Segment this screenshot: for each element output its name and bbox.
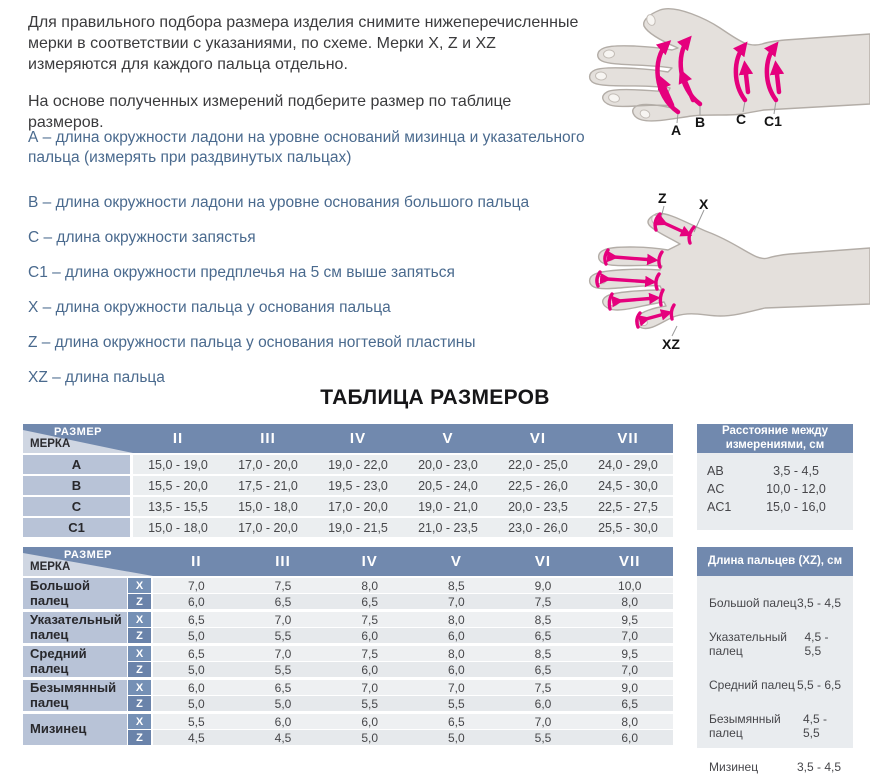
value-cell: 7,5 — [240, 578, 327, 593]
distance-label: AC1 — [707, 500, 732, 514]
value-cell: 17,0 - 20,0 — [223, 455, 313, 474]
measure-label-a: A — [671, 122, 682, 138]
value-cell: 19,5 - 23,0 — [313, 476, 403, 495]
value-cell: 8,0 — [413, 612, 500, 627]
definition-x: X – длина окружности пальца у основания пальца — [28, 299, 391, 316]
x-row — [128, 646, 673, 661]
finger-length-value: 5,5 - 6,5 — [796, 678, 841, 692]
finger-group-middle — [23, 646, 673, 677]
measure-label-c: C — [736, 111, 747, 127]
table-row — [23, 476, 673, 495]
value-cell: 22,5 - 27,5 — [583, 497, 673, 516]
column-header: VII — [619, 553, 641, 570]
value-cell: 7,0 — [153, 578, 240, 593]
distance-panel — [697, 424, 853, 530]
value-cell: 4,5 — [240, 730, 327, 745]
finger-length-label: Безымянный палец — [709, 712, 781, 740]
value-cell: 6,0 — [326, 714, 413, 729]
value-cell: 6,5 — [240, 594, 327, 609]
value-cell: 6,5 — [413, 714, 500, 729]
value-cell: 17,0 - 20,0 — [223, 518, 313, 537]
z-row — [128, 730, 673, 745]
value-cell: 6,5 — [240, 680, 327, 695]
finger-label: Мизинец — [23, 714, 127, 745]
z-row — [128, 628, 673, 643]
x-badge: X — [128, 578, 151, 593]
value-cell: 23,0 - 26,0 — [493, 518, 583, 537]
distance-panel-title: Расстояние между измерениями, см — [697, 424, 853, 453]
value-cell: 19,0 - 22,0 — [313, 455, 403, 474]
z-row — [128, 662, 673, 677]
z-badge: Z — [128, 594, 151, 609]
finger-size-table — [23, 547, 673, 748]
value-cell: 20,0 - 23,0 — [403, 455, 493, 474]
column-header: VII — [617, 430, 639, 447]
value-cell: 22,5 - 26,0 — [493, 476, 583, 495]
value-cell: 10,0 — [586, 578, 673, 593]
value-cell: 5,5 — [240, 662, 327, 677]
value-cell: 21,0 - 23,5 — [403, 518, 493, 537]
finger-length-row — [697, 678, 853, 692]
finger-length-panel — [697, 547, 853, 774]
value-cell: 6,0 — [413, 662, 500, 677]
distance-row — [697, 462, 853, 480]
value-cell: 25,5 - 30,0 — [583, 518, 673, 537]
finger-label: Средний палец — [23, 646, 127, 677]
x-badge: X — [128, 612, 151, 627]
finger-length-value: 3,5 - 4,5 — [796, 760, 841, 774]
distance-value: 10,0 - 12,0 — [766, 482, 826, 496]
column-header: V — [450, 553, 462, 570]
measure-label-c1: C1 — [764, 113, 782, 129]
value-cell: 6,0 — [500, 696, 587, 711]
finger-length-label: Средний палец — [709, 678, 795, 692]
corner-size-label: РАЗМЕР — [63, 549, 113, 561]
row-label: A — [23, 455, 130, 474]
z-row — [128, 594, 673, 609]
value-cell: 7,0 — [586, 662, 673, 677]
value-cell: 7,0 — [240, 612, 327, 627]
measurement-definitions — [28, 128, 588, 403]
value-cell: 9,0 — [500, 578, 587, 593]
measure-label-b: B — [695, 114, 706, 130]
value-cell: 9,5 — [586, 612, 673, 627]
column-header: II — [191, 553, 202, 570]
measure-label-z: Z — [658, 190, 667, 206]
value-cell: 13,5 - 15,5 — [133, 497, 223, 516]
value-cell: 15,0 - 18,0 — [223, 497, 313, 516]
intro-paragraph-1: Для правильного подбора размера изделия снимите нижеперечисленные мерки в соответствии с указаниями, по схеме. Мерки X, Z и XZ измеряются для каждого пальца отдельно. — [28, 14, 579, 73]
column-header: IV — [349, 430, 367, 447]
value-cell: 5,0 — [413, 730, 500, 745]
value-cell: 6,5 — [153, 612, 240, 627]
value-cell: 5,5 — [240, 628, 327, 643]
finger-length-row — [697, 760, 853, 774]
intro-paragraph-2: На основе полученных измерений подберите размер по таблице размеров. — [28, 93, 512, 131]
value-cell: 24,0 - 29,0 — [583, 455, 673, 474]
value-cell: 7,0 — [500, 714, 587, 729]
column-header: IV — [361, 553, 378, 570]
value-cell: 5,5 — [500, 730, 587, 745]
value-cell: 6,0 — [326, 662, 413, 677]
value-cell: 5,0 — [153, 628, 240, 643]
value-cell: 6,0 — [153, 680, 240, 695]
size-table-header — [23, 424, 673, 453]
hand-silhouette-icon — [580, 0, 870, 160]
intro-text — [28, 12, 580, 133]
size-table-corner — [23, 424, 133, 453]
value-cell: 19,0 - 21,0 — [403, 497, 493, 516]
value-cell: 7,5 — [326, 646, 413, 661]
x-row — [128, 612, 673, 627]
value-cell: 5,0 — [240, 696, 327, 711]
x-row — [128, 714, 673, 729]
value-cell: 17,0 - 20,0 — [313, 497, 403, 516]
z-badge: Z — [128, 730, 151, 745]
distance-row — [697, 480, 853, 498]
column-header: VI — [534, 553, 552, 570]
value-cell: 15,0 - 18,0 — [133, 518, 223, 537]
value-cell: 22,0 - 25,0 — [493, 455, 583, 474]
measure-label-x: X — [699, 196, 709, 212]
finger-label: Указательный палец — [23, 612, 127, 643]
value-cell: 6,0 — [240, 714, 327, 729]
definition-c: С – длина окружности запястья — [28, 229, 256, 246]
value-cell: 6,5 — [500, 662, 587, 677]
z-badge: Z — [128, 628, 151, 643]
value-cell: 6,5 — [500, 628, 587, 643]
finger-length-row — [697, 596, 853, 610]
definition-c1: С1 – длина окружности предплечья на 5 см выше запяться — [28, 264, 455, 281]
value-cell: 8,5 — [500, 612, 587, 627]
column-header: VI — [529, 430, 547, 447]
finger-length-panel-body — [697, 576, 853, 774]
finger-length-panel-title: Длина пальцев (XZ), см — [697, 547, 853, 576]
value-cell: 24,5 - 30,0 — [583, 476, 673, 495]
column-header: III — [260, 430, 276, 447]
finger-group-ring — [23, 680, 673, 711]
value-cell: 8,0 — [586, 714, 673, 729]
finger-table-corner — [23, 547, 153, 576]
finger-group-index — [23, 612, 673, 643]
distance-label: AB — [707, 464, 724, 478]
x-row — [128, 578, 673, 593]
value-cell: 6,0 — [413, 628, 500, 643]
value-cell: 6,5 — [153, 646, 240, 661]
value-cell: 6,5 — [586, 696, 673, 711]
value-cell: 5,5 — [326, 696, 413, 711]
value-cell: 9,5 — [586, 646, 673, 661]
finger-length-label: Большой палец — [709, 596, 797, 610]
table-row — [23, 518, 673, 537]
value-cell: 8,5 — [500, 646, 587, 661]
value-cell: 5,5 — [153, 714, 240, 729]
definition-b: В – длина окружности ладони на уровне основания большого пальца — [28, 194, 530, 211]
corner-measure-label: МЕРКА — [30, 438, 71, 450]
size-table — [23, 424, 673, 539]
x-row — [128, 680, 673, 695]
value-cell: 7,5 — [500, 594, 587, 609]
finger-length-row — [697, 630, 853, 658]
distance-row — [697, 498, 853, 516]
value-cell: 5,0 — [153, 696, 240, 711]
finger-length-value: 4,5 - 5,5 — [804, 630, 829, 658]
value-cell: 6,0 — [153, 594, 240, 609]
x-badge: X — [128, 646, 151, 661]
finger-length-value: 3,5 - 4,5 — [796, 596, 841, 610]
finger-length-row — [697, 712, 853, 740]
value-cell: 15,0 - 19,0 — [133, 455, 223, 474]
row-label: B — [23, 476, 130, 495]
value-cell: 8,0 — [326, 578, 413, 593]
row-label: C — [23, 497, 130, 516]
table-row — [23, 455, 673, 474]
value-cell: 7,0 — [326, 680, 413, 695]
value-cell: 6,0 — [326, 628, 413, 643]
definition-xz: XZ – длина пальца — [28, 369, 165, 386]
value-cell: 6,0 — [586, 730, 673, 745]
z-badge: Z — [128, 696, 151, 711]
definition-z: Z – длина окружности пальца у основания ногтевой пластины — [28, 334, 476, 351]
value-cell: 19,0 - 21,5 — [313, 518, 403, 537]
hand-circumference-diagram — [580, 0, 870, 160]
value-cell: 15,5 - 20,0 — [133, 476, 223, 495]
value-cell: 20,5 - 24,0 — [403, 476, 493, 495]
value-cell: 7,0 — [240, 646, 327, 661]
value-cell: 9,0 — [586, 680, 673, 695]
value-cell: 8,0 — [413, 646, 500, 661]
value-cell: 7,0 — [413, 680, 500, 695]
corner-size-label: РАЗМЕР — [53, 426, 103, 438]
x-badge: X — [128, 714, 151, 729]
value-cell: 5,0 — [153, 662, 240, 677]
definition-a: А – длина окружности ладони на уровне оснований мизинца и указательного пальца (измерять при раздвинутых пальцах) — [28, 129, 585, 166]
column-header: II — [172, 430, 184, 447]
value-cell: 8,5 — [413, 578, 500, 593]
value-cell: 8,0 — [586, 594, 673, 609]
z-badge: Z — [128, 662, 151, 677]
column-header: III — [275, 553, 291, 570]
distance-label: AC — [707, 482, 725, 496]
value-cell: 17,5 - 21,0 — [223, 476, 313, 495]
x-badge: X — [128, 680, 151, 695]
finger-length-label: Мизинец — [709, 760, 759, 774]
distance-value: 15,0 - 16,0 — [766, 500, 826, 514]
measure-label-xz: XZ — [662, 336, 680, 352]
z-row — [128, 696, 673, 711]
value-cell: 6,5 — [326, 594, 413, 609]
table-row — [23, 497, 673, 516]
finger-group-thumb — [23, 578, 673, 609]
value-cell: 4,5 — [153, 730, 240, 745]
value-cell: 20,0 - 23,5 — [493, 497, 583, 516]
finger-length-value: 4,5 - 5,5 — [802, 712, 827, 740]
column-header: V — [442, 430, 454, 447]
finger-label: Большой палец — [23, 578, 127, 609]
value-cell: 5,5 — [413, 696, 500, 711]
value-cell: 7,5 — [326, 612, 413, 627]
hand-fingers-icon — [580, 170, 870, 370]
value-cell: 7,0 — [586, 628, 673, 643]
value-cell: 7,5 — [500, 680, 587, 695]
finger-table-header — [23, 547, 673, 576]
size-table-title: ТАБЛИЦА РАЗМЕРОВ — [320, 386, 550, 409]
row-label: C1 — [23, 518, 130, 537]
distance-panel-body — [697, 453, 853, 530]
distance-value: 3,5 - 4,5 — [773, 464, 819, 478]
finger-measurements-diagram — [580, 170, 870, 370]
corner-measure-label: МЕРКА — [30, 561, 71, 573]
finger-group-pinky — [23, 714, 673, 745]
finger-label: Безымянный палец — [23, 680, 127, 711]
finger-length-label: Указательный палец — [709, 630, 787, 658]
value-cell: 7,0 — [413, 594, 500, 609]
value-cell: 5,0 — [326, 730, 413, 745]
